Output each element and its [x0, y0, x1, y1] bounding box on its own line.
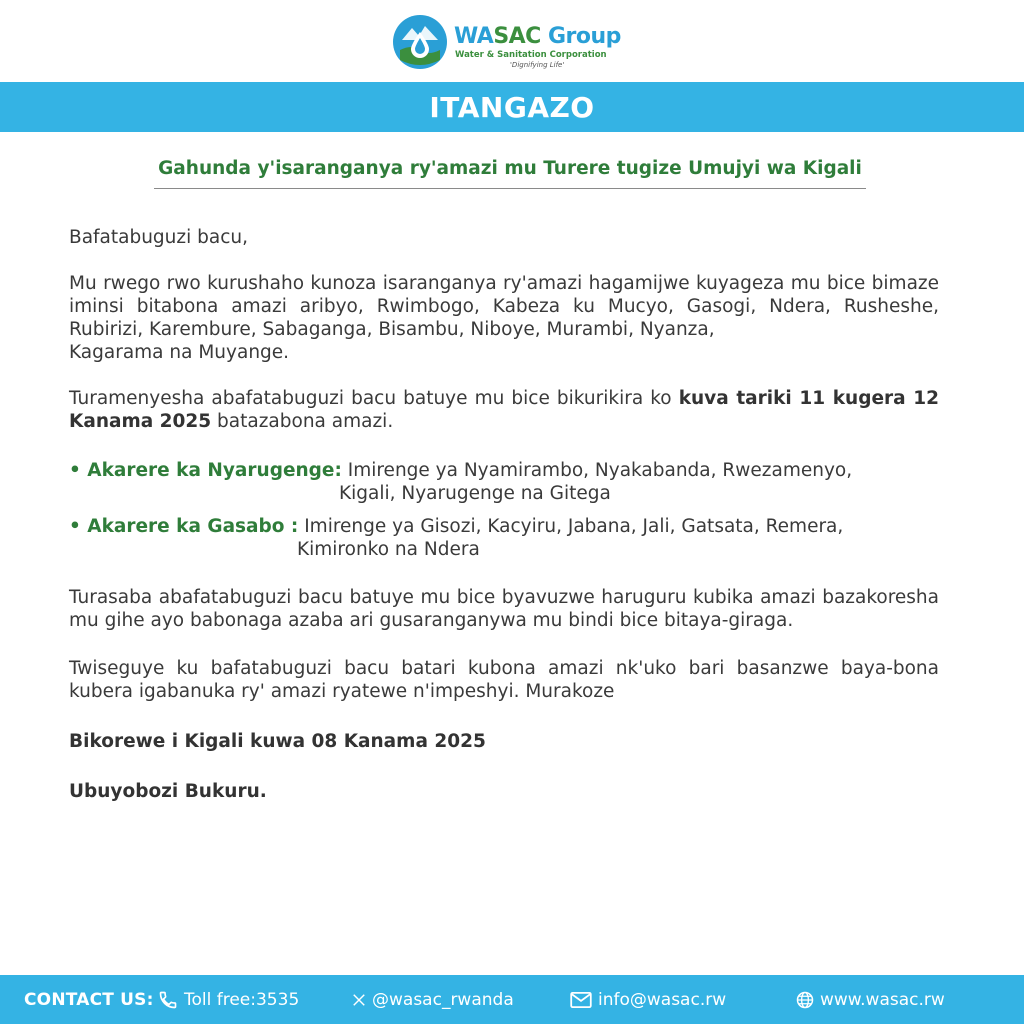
water-drop-logo-icon: [392, 14, 448, 70]
contact-footer: [0, 975, 1024, 1024]
notice-subtitle: Gahunda y'isaranganya ry'amazi mu Turere tugize Umujyi wa Kigali: [158, 158, 862, 179]
title-banner: [0, 82, 1024, 132]
district-label: • Akarere ka Nyarugenge:: [69, 460, 342, 481]
signoff-name: Ubuyobozi Bukuru.: [69, 781, 267, 802]
social-contact[interactable]: [352, 989, 514, 1011]
x-social-icon: [352, 993, 366, 1007]
notice-body: [69, 226, 939, 803]
globe-icon: [796, 991, 814, 1009]
paragraph-1: Mu rwego rwo kurushaho kunoza isaranganya ry'amazi hagamijwe kuyageza mu bice bimaze iminsi bitabona amazi aribyo, Rwimbogo, Kabeza ku Mucyo, Gasogi, Ndera, Rusheshe, Rubirizi, Karembure, Sabaganga, Bisambu, Niboye, Murambi, Nyanza,: [69, 273, 939, 340]
bullet-nyarugenge: • Akarere ka Nyarugenge: Imirenge ya Nyamirambo, Nyakabanda, Rwezamenyo,: [69, 460, 853, 481]
district-label: • Akarere ka Gasabo :: [69, 516, 299, 537]
phone-icon: [158, 990, 178, 1010]
phone-number: Toll free:3535: [184, 990, 300, 1010]
bullet-gasabo-cont: Kimironko na Ndera: [297, 539, 480, 560]
website-url: www.wasac.rw: [820, 990, 945, 1010]
social-handle: @wasac_rwanda: [372, 990, 514, 1010]
phone-contact[interactable]: [158, 989, 299, 1011]
logo-tagline: 'Dignifying Life': [510, 61, 565, 69]
logo-wordmark: WASAC Group: [454, 24, 621, 49]
bullet-gasabo: • Akarere ka Gasabo : Imirenge ya Gisozi, Kacyiru, Jabana, Jali, Gatsata, Remera,: [69, 516, 844, 537]
signoff-date: Bikorewe i Kigali kuwa 08 Kanama 2025: [69, 731, 486, 752]
contact-label: CONTACT US:: [24, 990, 154, 1010]
page-title: ITANGAZO: [429, 90, 595, 124]
subtitle-divider: [154, 188, 866, 189]
logo-subtitle: Water & Sanitation Corporation: [455, 50, 607, 60]
email-address: info@wasac.rw: [598, 990, 727, 1010]
paragraph-4: Twiseguye ku bafatabuguzi bacu batari kubona amazi nk'uko bari basanzwe baya-bona kubera igabanuka ry' amazi ryatewe n'impeshyi. Murakoze: [69, 658, 939, 702]
greeting: Bafatabuguzi bacu,: [69, 227, 248, 248]
paragraph-1-end: Kagarama na Muyange.: [69, 342, 290, 363]
wasac-logo: [392, 14, 642, 72]
paragraph-3: Turasaba abafatabuguzi bacu batuye mu bice byavuzwe haruguru kubika amazi bazakoresha mu gihe ayo babonaga azaba ari gusaranganywa mu bindi bice bitaya-giraga.: [69, 587, 939, 631]
website-contact[interactable]: [796, 989, 945, 1011]
paragraph-2: Turamenyesha abafatabuguzi bacu batuye mu bice bikurikira ko kuva tariki 11 kugera 12 Kanama 2025 batazabona amazi.: [69, 388, 939, 432]
bullet-nyarugenge-cont: Kigali, Nyarugenge na Gitega: [339, 483, 611, 504]
mail-icon: [570, 992, 592, 1008]
outage-dates: kuva tariki 11 kugera 12 Kanama 2025: [69, 388, 939, 432]
email-contact[interactable]: [570, 989, 726, 1011]
